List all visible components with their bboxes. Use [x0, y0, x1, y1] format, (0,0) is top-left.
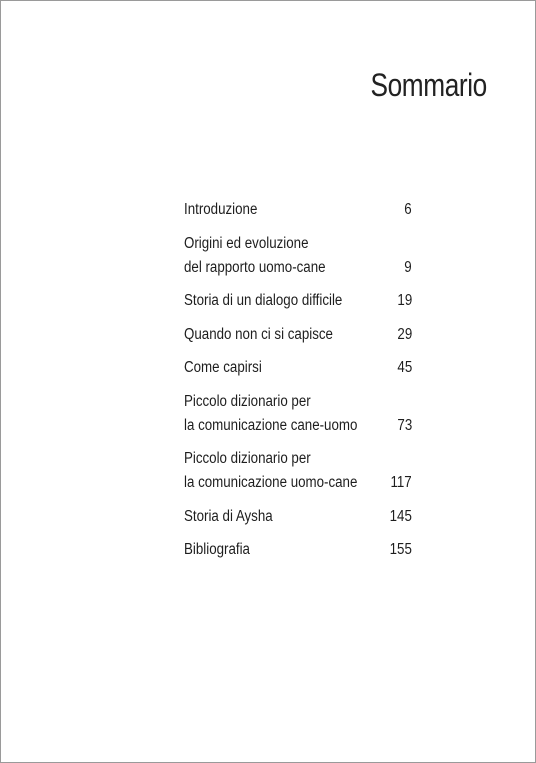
toc-entry: [184, 289, 412, 313]
toc-entry-title-line: Storia di Aysha: [184, 507, 273, 525]
toc-page-number: 117: [390, 474, 412, 491]
toc-entry-title-line: Come capirsi: [184, 359, 262, 376]
toc-entry-title-line: Storia di un dialogo difficile: [184, 292, 343, 309]
toc-entry: [184, 390, 412, 438]
toc-entry-title-line: la comunicazione cane-uomo: [184, 416, 358, 434]
toc-entry-title-line: Piccolo dizionario per: [184, 450, 311, 467]
toc-page-number: 9: [404, 258, 412, 276]
toc-entry-title-line: Origini ed evoluzione: [184, 234, 309, 252]
toc-page-number: 155: [389, 541, 412, 558]
toc-entry-title-line: Piccolo dizionario per: [184, 392, 311, 410]
toc-entry: [184, 198, 412, 222]
toc-entry-title-line: la comunicazione uomo-cane: [184, 474, 358, 491]
toc-entry-title-line: Bibliografia: [184, 541, 250, 558]
toc-page-number: 45: [397, 359, 412, 376]
toc-page-number: 6: [404, 201, 412, 218]
toc-entry-title-line: del rapporto uomo-cane: [184, 258, 326, 276]
toc-page-number: 145: [389, 507, 412, 525]
toc-entry: [184, 356, 412, 380]
toc-entry: [184, 447, 412, 495]
toc-page-number: 19: [397, 292, 412, 309]
toc-entry: [184, 323, 412, 347]
toc-page-number: 73: [397, 416, 412, 434]
toc-entry-title-line: Quando non ci si capisce: [184, 325, 333, 343]
toc-entry: [184, 232, 412, 280]
toc-page-number: 29: [397, 325, 412, 343]
toc-entry: [184, 538, 412, 562]
toc-entry-title-line: Introduzione: [184, 201, 258, 218]
toc-entry: [184, 505, 412, 529]
page-title: Sommario: [370, 67, 487, 103]
table-of-contents: [184, 198, 412, 572]
